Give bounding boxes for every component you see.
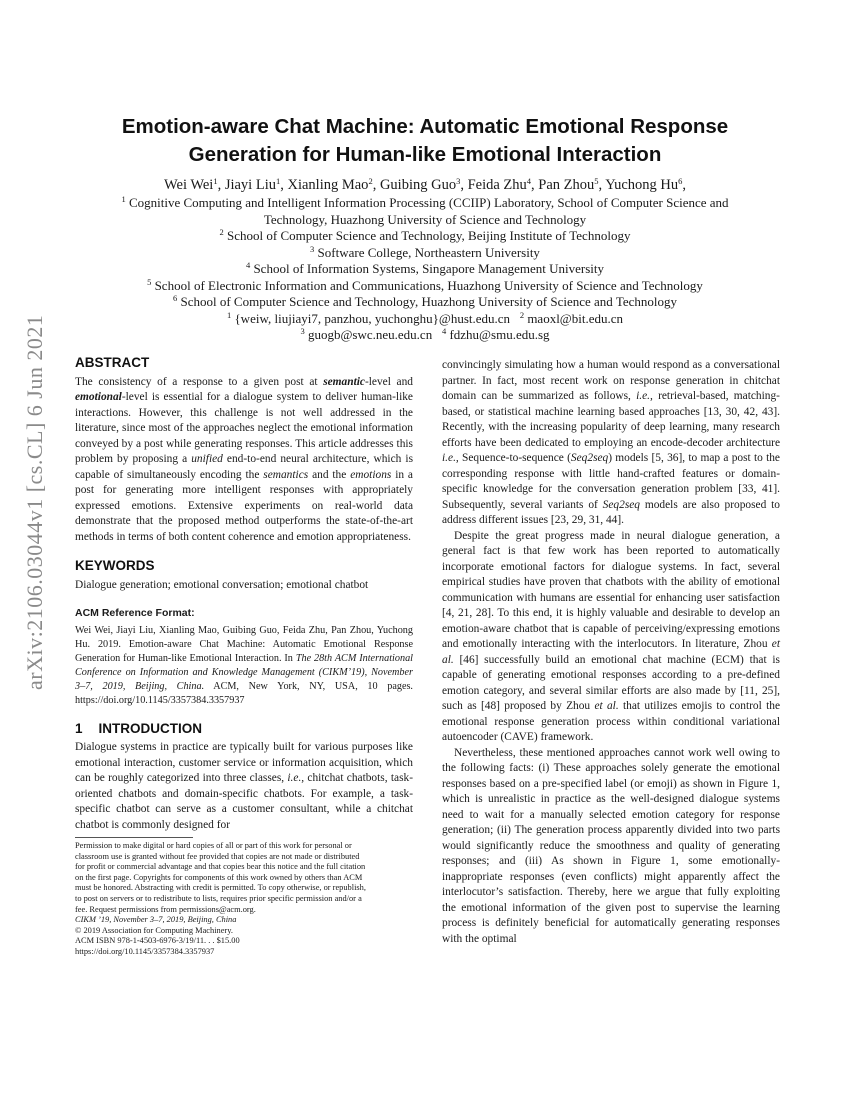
affiliation-2: $^2$ School of Computer Science and Technology, Beijing Institute of Technology xyxy=(219,227,631,243)
affiliation-5: $^5$ School of Electronic Information and Communications, Huazhong University of Science and Technology xyxy=(147,276,703,293)
affiliation-1: $^1$ Cognitive Computing and Intelligent Information Processing (CCIIP) Laboratory, School of Computer Science and xyxy=(121,194,729,210)
arxiv-stamp: arXiv:2106.03044v1 [cs.CL] 6 Jun 2021 xyxy=(22,314,47,690)
keywords-text: Dialogue generation; emotional conversation; emotional chatbot xyxy=(75,578,369,591)
author: Guibing Guo$^3$ xyxy=(379,176,461,193)
author: Yuchong Hu$^6$ xyxy=(605,176,683,193)
title-line-2: Generation for Human-like Emotional Interaction xyxy=(188,143,662,166)
affiliation-3: $^3$ Software College, Northeastern University xyxy=(310,243,540,260)
paper-title xyxy=(80,113,770,169)
acm-reference-heading: ACM Reference Format: xyxy=(75,607,195,619)
author: Jiayi Liu$^1$ xyxy=(224,176,281,193)
author-list: Wei Wei$^1$, Jiayi Liu$^1$, Xianling Mao$^2$, Guibing Guo$^3$, Feida Zhu$^4$, Pan Zhou$^5$, Yuchong Hu$^6$, xyxy=(163,176,686,193)
acm-reference-text: Wei Wei, Jiayi Liu, Xianling Mao, Guibing Guo, Feida Zhu, Pan Zhou, Yuchong Hu. 2019. Emotion-aware Chat Machine: Automatic Emotional Response Generation for Human-like Emotional Interaction. In The 28th ACM International Conference on Information and Knowledge Management (CIKM’19), November 3–7, 2019, Beijing, China. ACM, New York, NY, USA, 10 pages. https://doi.org/10.1145/3357384.3357937 xyxy=(75,624,413,706)
author: Feida Zhu$^4$ xyxy=(467,176,532,193)
author: Pan Zhou$^5$ xyxy=(538,176,599,193)
left-column xyxy=(75,355,413,958)
intro-paragraph-1: convincingly simulating how a human would respond as a conversational partner. In fact, most recent work on response generation in chitchat domain can be summarized as follows, i.e., retrieval-based, matching-based, or statistical machine learning based approaches [13, 30, 42, 43]. Recently, with the increasing popularity of deep learning, many research efforts have been dedicated to employing an encode-decoder architecture i.e., Sequence-to-sequence (Seq2seq) models [5, 36], to map a post to the corresponding response with little hand-crafted features or domain-specific knowledge for the conversation generation problem [33, 41]. Subsequently, several variants of Seq2seq models are also proposed to address different issues [23, 29, 31, 44]. xyxy=(442,359,780,526)
introduction-text: Dialogue systems in practice are typically built for various purposes like emotional interaction, customer service or information acquisition, which can be roughly categorized into three classes, i.e., chitchat chatbots, task-oriented chatbots and domain-specific chatbots. For example, a task-specific chatbot can serve as a customer consultant, while a chitchat chatbot is commonly designed for xyxy=(75,741,413,831)
author: Xianling Mao$^2$ xyxy=(287,176,373,193)
intro-paragraph-2: Despite the great progress made in neural dialogue generation, a general fact is that few work has been reported to automatically incorporate emotional factors for dialogue systems. In fact, several empirical studies have proven that chatbots with the ability of emotional communication with humans are essential for enhancing user satisfaction [4, 21, 28]. To this end, it is highly valuable and desirable to develop an emotion-aware chatbot that is capable of perceiving/expressing emotions and emotionally interacting with the interlocutors. In literature, Zhou et al. [46] successfully build an emotional chat machine (ECM) that is capable of generating emotional responses according to a pre-defined emotion category, and several similar efforts are also made by [11, 25], such as [48] proposed by Zhou et al. that utilizes emojis to control the emotional response generation process within conditional variational autoencoder (CAVE) framework. xyxy=(442,529,781,743)
title-line-1: Emotion-aware Chat Machine: Automatic Emotional Response xyxy=(121,115,729,138)
affiliation-1-cont: Technology, Huazhong University of Science and Technology xyxy=(263,211,587,227)
email-line-1: $^1$ {weiw, liujiayi7, panzhou, yuchonghu}@hust.edu.cn $^2$ maoxl@bit.edu.cn xyxy=(226,309,624,326)
intro-paragraph-3: Nevertheless, these mentioned approaches cannot work well owing to the following facts: (i) These approaches solely generate the emotional responses based on a pre-specified label (or emoji) as shown in Figure 1, which is unrealistic in practice as the well-designed dialogue systems need to wait for a manually selected emotion category for response generation; (ii) The generation process apparently divided into two parts would significantly reduce the smoothness and quality of generating responses; and (iii) As shown in Figure 1, some emotionally-inappropriate responses (even conflicts) might apparently affect the interlocutor’s satisfaction. Thereby, here we argue that fully exploiting the emotional information of the given post to supervise the learning process is definitely beneficial for automatically generating responses with the optimal xyxy=(442,746,780,945)
abstract-heading: ABSTRACT xyxy=(75,355,150,370)
keywords-heading: KEYWORDS xyxy=(75,558,155,573)
author: Wei Wei$^1$ xyxy=(163,176,218,193)
email-line-2: $^3$ guogb@swc.neu.edu.cn $^4$ fdzhu@smu.edu.sg xyxy=(300,326,550,342)
permission-footnote: Permission to make digital or hard copies of all or part of this work for personal or classroom use is granted without fee provided that copies are not made or distributed for profit or commercial advantage and that copies bear this notice and the full citation on the first page. Copyrights for components of this work owned by others than ACM must be honored. Abstracting with credit is permitted. To copy otherwise, or republish, to post on servers or to redistribute to lists, requires prior specific permission and/or a fee. Request permissions from permissions@acm.org. CIKM ’19, November 3–7, 2019, Beijing, China © 2019 Association for Computing Machinery. ACM ISBN 978-1-4503-6976-3/19/11. . . $15.00 https://doi.org/10.1145/3357384.3357937 xyxy=(75,841,366,956)
abstract-text: The consistency of a response to a given post at semantic-level and emotional-level is essential for a dialogue system to deliver human-like interactions. However, this challenge is not well addressed in the literature, since most of the approaches neglect the emotional information conveyed by a post while generating responses. This article addresses this problem by proposing a unified end-to-end neural architecture, which is capable of simultaneously encoding the semantics and the emotions in a post for generating more intelligent responses with appropriately expressed emotions. Extensive experiments on real-world data demonstrate that the proposed method outperforms the state-of-the-art methods in terms of both content coherence and emotion appropriateness. xyxy=(75,375,413,543)
affiliation-list xyxy=(80,195,770,344)
footnote-divider xyxy=(75,837,193,838)
affiliation-4: $^4$ School of Information Systems, Singapore Management University xyxy=(245,260,605,276)
right-column xyxy=(442,358,780,947)
introduction-heading: 1 INTRODUCTION xyxy=(75,720,203,736)
affiliation-6: $^6$ School of Computer Science and Technology, Huazhong University of Science and Technology xyxy=(172,293,677,309)
